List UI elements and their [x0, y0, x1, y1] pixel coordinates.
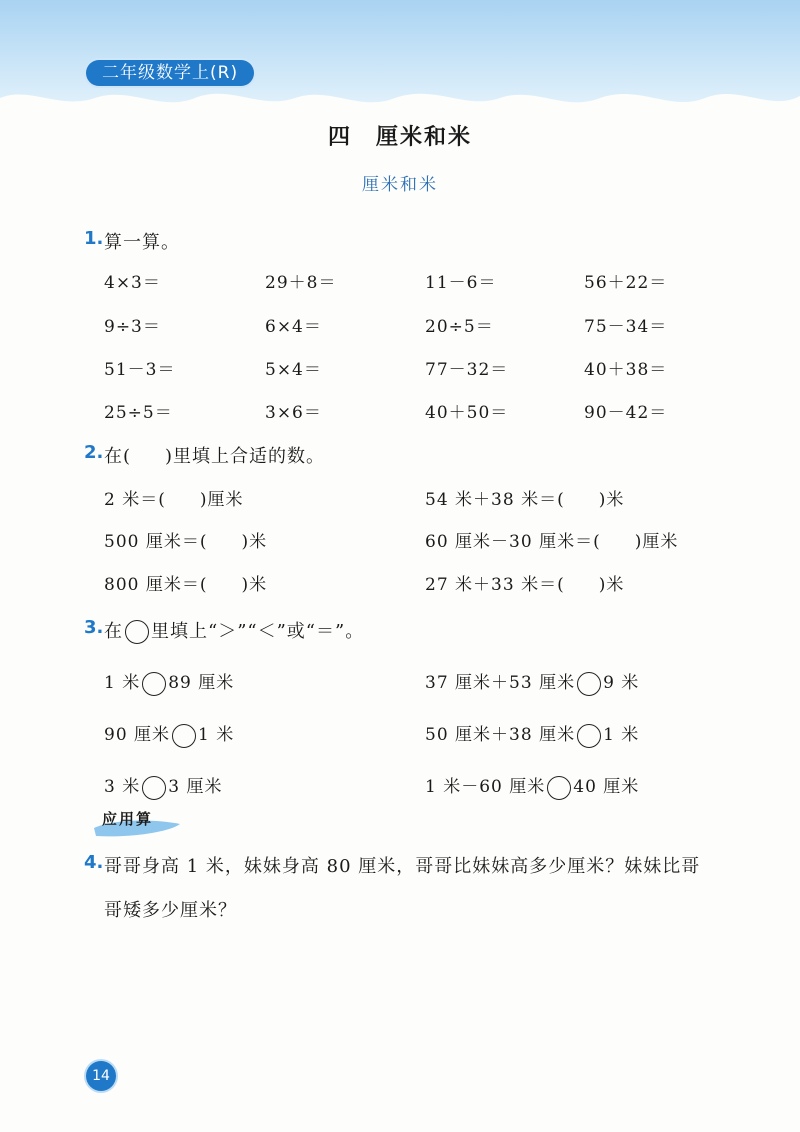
q2-item: 27 米＋33 米＝( )米: [425, 575, 625, 595]
lesson-title: 厘米和米: [362, 175, 438, 195]
q3-item: 1 米－60 厘米 40 厘米: [425, 772, 639, 800]
q1-problem: 25÷5＝: [104, 403, 173, 423]
q3-number: 3.: [84, 617, 104, 638]
q1-problem: 40＋50＝: [425, 403, 509, 423]
q1-problem: 9÷3＝: [104, 317, 161, 337]
circle-icon: [125, 620, 149, 644]
q1-problem: 40＋38＝: [584, 360, 668, 380]
q2-item: 500 厘米＝( )米: [104, 532, 268, 552]
q3-instruction: 在 里填上“＞”“＜”或“＝”。: [104, 621, 365, 642]
unit-title: 四 厘米和米: [327, 125, 472, 150]
q4-number: 4.: [84, 852, 104, 873]
q2-item: 2 米＝( )厘米: [104, 490, 244, 510]
compare-circle[interactable]: [172, 724, 196, 748]
compare-circle[interactable]: [577, 724, 601, 748]
compare-circle[interactable]: [577, 672, 601, 696]
q2-instruction: 在( )里填上合适的数。: [104, 446, 326, 467]
q3-item: 37 厘米＋53 厘米 9 米: [425, 668, 639, 696]
q2-number: 2.: [84, 442, 104, 463]
q3-item: 3 米 3 厘米: [104, 772, 222, 800]
q1-problem: 75－34＝: [584, 317, 668, 337]
section-tag: 应用算: [90, 806, 182, 840]
q1-problem: 11－6＝: [425, 273, 497, 293]
page-number: 14: [86, 1061, 116, 1091]
q3-item: 1 米 89 厘米: [104, 668, 234, 696]
q1-problem: 6×4＝: [265, 317, 322, 337]
q1-problem: 3×6＝: [265, 403, 322, 423]
q1-problem: 20÷5＝: [425, 317, 494, 337]
compare-circle[interactable]: [142, 672, 166, 696]
q3-item: 50 厘米＋38 厘米 1 米: [425, 720, 639, 748]
compare-circle[interactable]: [142, 776, 166, 800]
q1-problem: 5×4＝: [265, 360, 322, 380]
q1-problem: 51－3＝: [104, 360, 176, 380]
book-label: 二年级数学上(R): [86, 60, 254, 86]
q1-instruction: 算一算。: [104, 232, 180, 253]
q4-text-line1: 哥哥身高 1 米，妹妹身高 80 厘米，哥哥比妹妹高多少厘米？妹妹比哥: [104, 856, 701, 877]
q1-problem: 77－32＝: [425, 360, 509, 380]
q4-text-line2: 哥矮多少厘米？: [104, 900, 237, 921]
q1-problem: 56＋22＝: [584, 273, 668, 293]
compare-circle[interactable]: [547, 776, 571, 800]
q2-item: 54 米＋38 米＝( )米: [425, 490, 625, 510]
q3-item: 90 厘米 1 米: [104, 720, 234, 748]
q2-item: 800 厘米＝( )米: [104, 575, 268, 595]
q1-problem: 29＋8＝: [265, 273, 337, 293]
q1-problem: 90－42＝: [584, 403, 668, 423]
q1-number: 1.: [84, 228, 104, 249]
q2-item: 60 厘米－30 厘米＝( )厘米: [425, 532, 679, 552]
q1-problem: 4×3＝: [104, 273, 161, 293]
